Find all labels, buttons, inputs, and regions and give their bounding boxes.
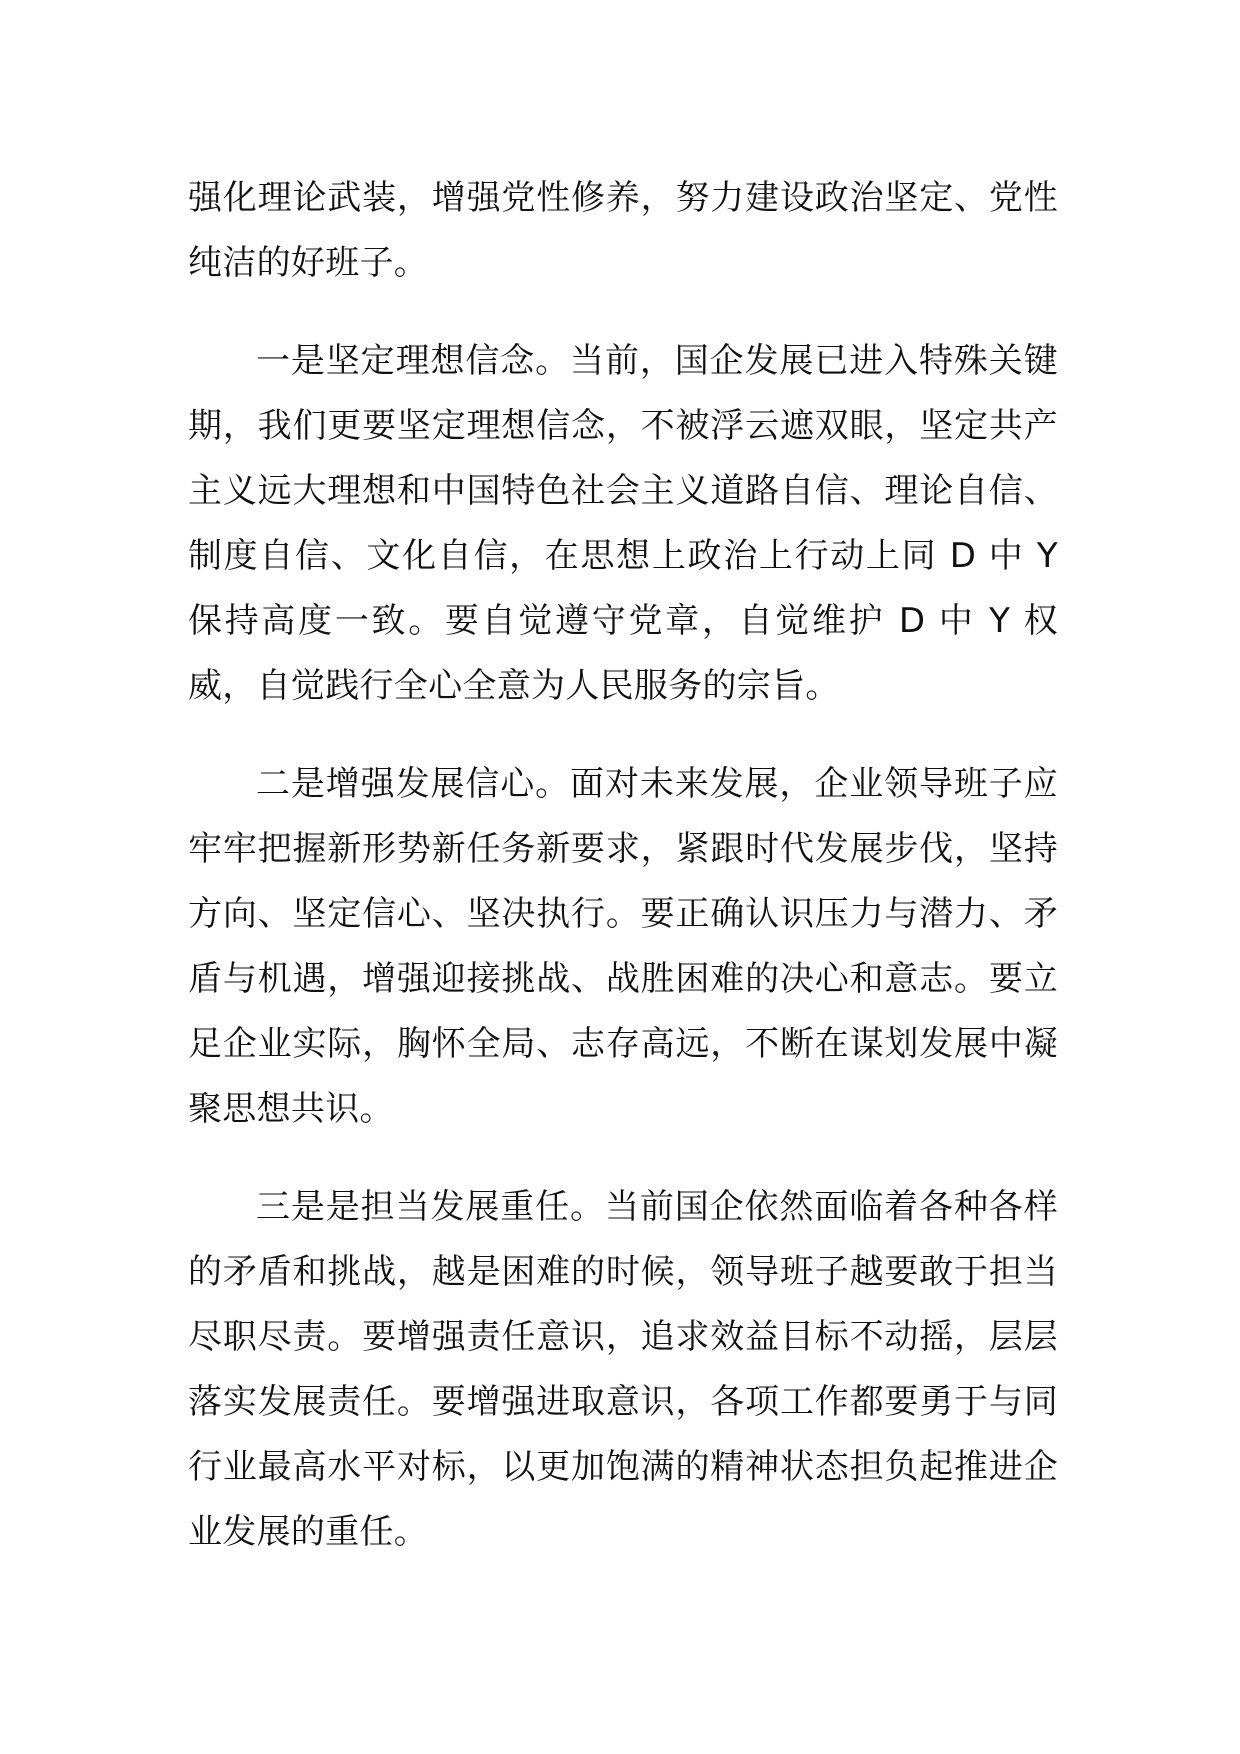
document-body bbox=[188, 166, 1058, 1598]
paragraph-development-confidence: 二是增强发展信心。面对未来发展，企业领导班子应牢牢把握新形势新任务新要求，紧跟时代发展步伐，坚持方向、坚定信心、坚决执行。要正确认识压力与潜力、矛盾与机遇，增强迎接挑战、战胜困难的决心和意志。要立足企业实际，胸怀全局、志存高远，不断在谋划发展中凝聚思想共识。 bbox=[188, 764, 1058, 1129]
paragraph-ideals-beliefs: 一是坚定理想信念。当前，国企发展已进入特殊关键期，我们更要坚定理想信念，不被浮云遮双眼，坚定共产主义远大理想和中国特色社会主义道路自信、理论自信、制度自信、文化自信，在思想上政治上行动上同 D 中 Y 保持高度一致。要自觉遵守党章，自觉维护 D 中 Y 权威，自觉践行全心全意为人民服务的宗旨。 bbox=[188, 341, 1058, 706]
paragraph-continuation: 强化理论武装，增强党性修养，努力建设政治坚定、党性纯洁的好班子。 bbox=[188, 178, 1058, 283]
paragraph-development-responsibility: 三是是担当发展重任。当前国企依然面临着各种各样的矛盾和挑战，越是困难的时候，领导班子越要敢于担当尽职尽责。要增强责任意识，追求效益目标不动摇，层层落实发展责任。要增强进取意识，各项工作都要勇于与同行业最高水平对标，以更加饱满的精神状态担负起推进企业发展的重任。 bbox=[188, 1187, 1058, 1552]
